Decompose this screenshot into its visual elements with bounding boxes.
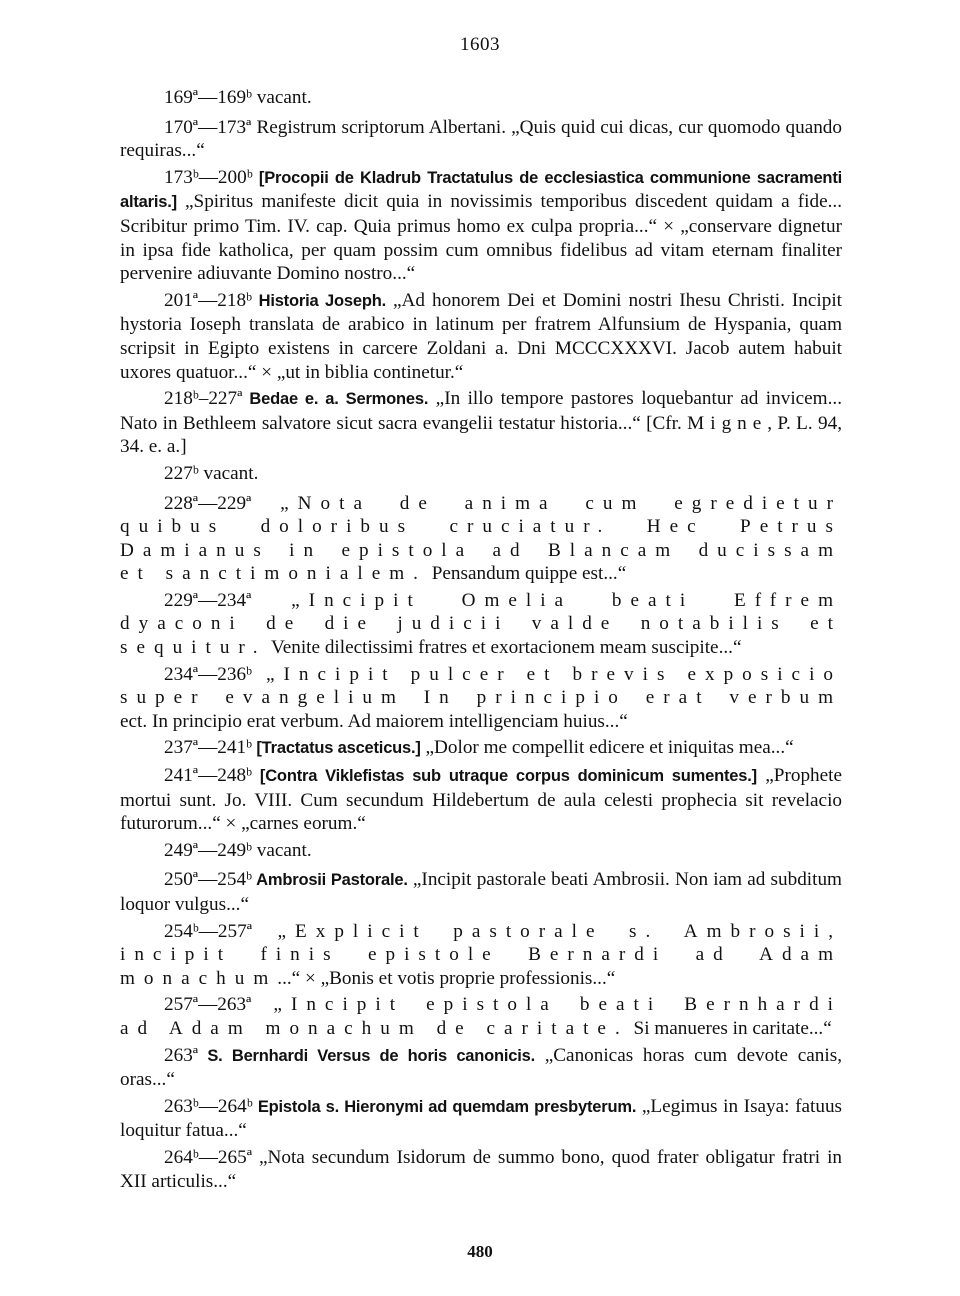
entry-spaced-text: „Incipit Omelia beati Effrem dyaconi de die judicii valde notabilis et sequitur. xyxy=(120,589,842,659)
folio-ref: 263ᵇ—264ᵇ xyxy=(164,1095,253,1117)
entry-text: vacant. xyxy=(198,462,259,484)
entry-234 xyxy=(120,663,842,734)
folio-ref: 169ª—169ᵇ xyxy=(164,87,252,108)
entry-title: S. Bernhardi Versus de horis canonicis. xyxy=(198,1046,536,1065)
entry-169 xyxy=(120,86,842,110)
entry-241 xyxy=(120,764,842,836)
page-number-top: 1603 xyxy=(460,34,500,55)
folio-ref: 249ª—249ᵇ xyxy=(164,839,252,861)
entry-spaced-text: „Nota de anima cum egredietur quibus doloribus cruciatur. Hec Petrus Damianus in epistola ad Blancam ducissam et sanctimonialem. xyxy=(120,492,842,585)
entry-title: Bedae e. a. Sermones. xyxy=(242,390,429,409)
entry-254 xyxy=(120,920,842,991)
entry-title: Ambrosii Pastorale. xyxy=(251,871,408,890)
folio-ref: 257ª—263ª xyxy=(164,994,252,1016)
entry-text: Pensandum quippe est...“ xyxy=(426,563,627,585)
entry-text: Venite dilectissimi fratres et exortacionem meam suscipite...“ xyxy=(266,637,742,659)
entry-spaced-text: „Explicit pastorale s. Ambrosii, incipit finis epistole Bernardi ad Adam monachum xyxy=(120,920,842,989)
entry-text: ...“ × „Bonis et votis proprie professionis...“ xyxy=(277,967,616,989)
folio-ref: 173ᵇ—200ᵇ xyxy=(164,166,253,188)
entry-264 xyxy=(120,1146,842,1193)
entry-257 xyxy=(120,993,842,1040)
entry-spaced-text: Migne xyxy=(687,412,768,434)
entry-text: „Spiritus manifeste dicit quia in novissimis temporibus discedent quidam a fide... Scribitur primo Tim. IV. cap. Quia primus homo ex culpa propria...“ × „conservare dignetur in ipsa fide katholica, per quam possim cum omnibus fidelibus ad vitam eternam finaliter pervenire adiuvante Domino nostro...“ xyxy=(120,191,842,285)
page-number-bottom: 480 xyxy=(467,1242,493,1261)
folio-ref: 237ª—241ᵇ xyxy=(164,737,252,759)
folio-ref: 241ª—248ᵇ xyxy=(164,765,252,787)
entry-title: [Tractatus asceticus.] xyxy=(251,739,421,758)
entry-text: „Nota secundum Isidorum de summo bono, quod frater obligatur fratri in XII articulis...“ xyxy=(120,1146,842,1192)
folio-ref: 229ª—234ª xyxy=(164,589,252,611)
folio-ref: 264ᵇ—265ª xyxy=(164,1146,252,1168)
entry-text: „Legimus in Isaya: fatuus loquitur fatua...“ xyxy=(120,1095,843,1142)
entry-263b xyxy=(120,1095,842,1143)
entry-218 xyxy=(120,387,842,459)
entry-text: vacant. xyxy=(251,839,312,861)
entry-spaced-text: „Incipit epistola beati Bernhardi ad Adam monachum de caritate. xyxy=(120,994,842,1039)
entry-229 xyxy=(120,589,842,660)
entry-title: Historia Joseph. xyxy=(251,291,386,310)
entry-201 xyxy=(120,289,842,384)
entry-text: „In illo tempore pastores loquebantur ad invicem... Nato in Bethleem salvatore sicut sacra evangelii testatur historia...“ [Cfr. xyxy=(120,388,842,434)
entry-title: Epistola s. Hieronymi ad quemdam presbyterum. xyxy=(252,1097,637,1116)
entry-spaced-text: „Incipit pulcer et brevis exposicio super evangelium In principio erat verbum xyxy=(120,663,842,709)
folio-ref: 218ᵇ–227ª xyxy=(164,388,243,410)
entry-text-continued: , P. L. 94, 34. e. a.] xyxy=(120,412,842,458)
catalogue-content xyxy=(120,86,842,1196)
folio-ref: 250ª—254ᵇ xyxy=(164,869,252,891)
entry-173 xyxy=(120,166,842,286)
entry-250 xyxy=(120,868,842,916)
entry-text: Si manueres in caritate...“ xyxy=(628,1017,832,1039)
folio-ref: 254ᵇ—257ª xyxy=(164,920,252,942)
folio-ref: 227ᵇ xyxy=(164,462,199,484)
folio-ref: 201ª—218ᵇ xyxy=(164,289,252,311)
folio-ref: 263ª xyxy=(164,1044,199,1066)
entry-227 xyxy=(120,462,842,486)
entry-text: „Canonicas horas cum devote canis, oras...“ xyxy=(120,1044,843,1091)
entry-263a xyxy=(120,1044,842,1092)
folio-ref: 234ª—236ᵇ xyxy=(164,663,252,685)
entry-text: Registrum scriptorum Albertani. „Quis quid cui dicas, cur quomodo quando requiras...“ xyxy=(120,116,842,162)
folio-ref: 228ª—229ª xyxy=(164,492,252,514)
entry-228 xyxy=(120,492,842,586)
entry-title: [Contra Viklefistas sub utraque corpus dominicum sumentes.] xyxy=(251,767,757,786)
entry-text: ect. In principio erat verbum. Ad maiorem intelligenciam huius...“ xyxy=(120,710,628,732)
folio-ref: 170ª—173ª xyxy=(164,116,252,138)
entry-237 xyxy=(120,736,842,761)
entry-text: „Dolor me compellit edicere et iniquitas mea...“ xyxy=(420,737,794,759)
entry-text: „Prophete mortui sunt. Jo. VIII. Cum secundum Hildebertum de aula celesti prophecia sit revelacio futurorum...“ × „carnes eorum.“ xyxy=(120,765,842,835)
entry-text: vacant. xyxy=(251,87,312,108)
entry-title: [Procopii de Kladrub Tractatulus de ecclesiastica communione sacramenti altaris.] xyxy=(120,168,842,212)
entry-249 xyxy=(120,839,842,863)
entry-text: „Ad honorem Dei et Domini nostri Ihesu Christi. Incipit hystoria Ioseph translata de arabico in latinum per fratrem Alfunsium de Hyspania, quam scripsit in Egipto existens in carcere Zoldani a. Dni MCCCXXXVI. Jacob autem habuit uxores quatuor...“ × „ut in biblia continetur.“ xyxy=(120,289,842,383)
entry-text: „Incipit pastorale beati Ambrosii. Non iam ad subditum loquor vulgus...“ xyxy=(120,869,842,915)
entry-170 xyxy=(120,116,842,163)
